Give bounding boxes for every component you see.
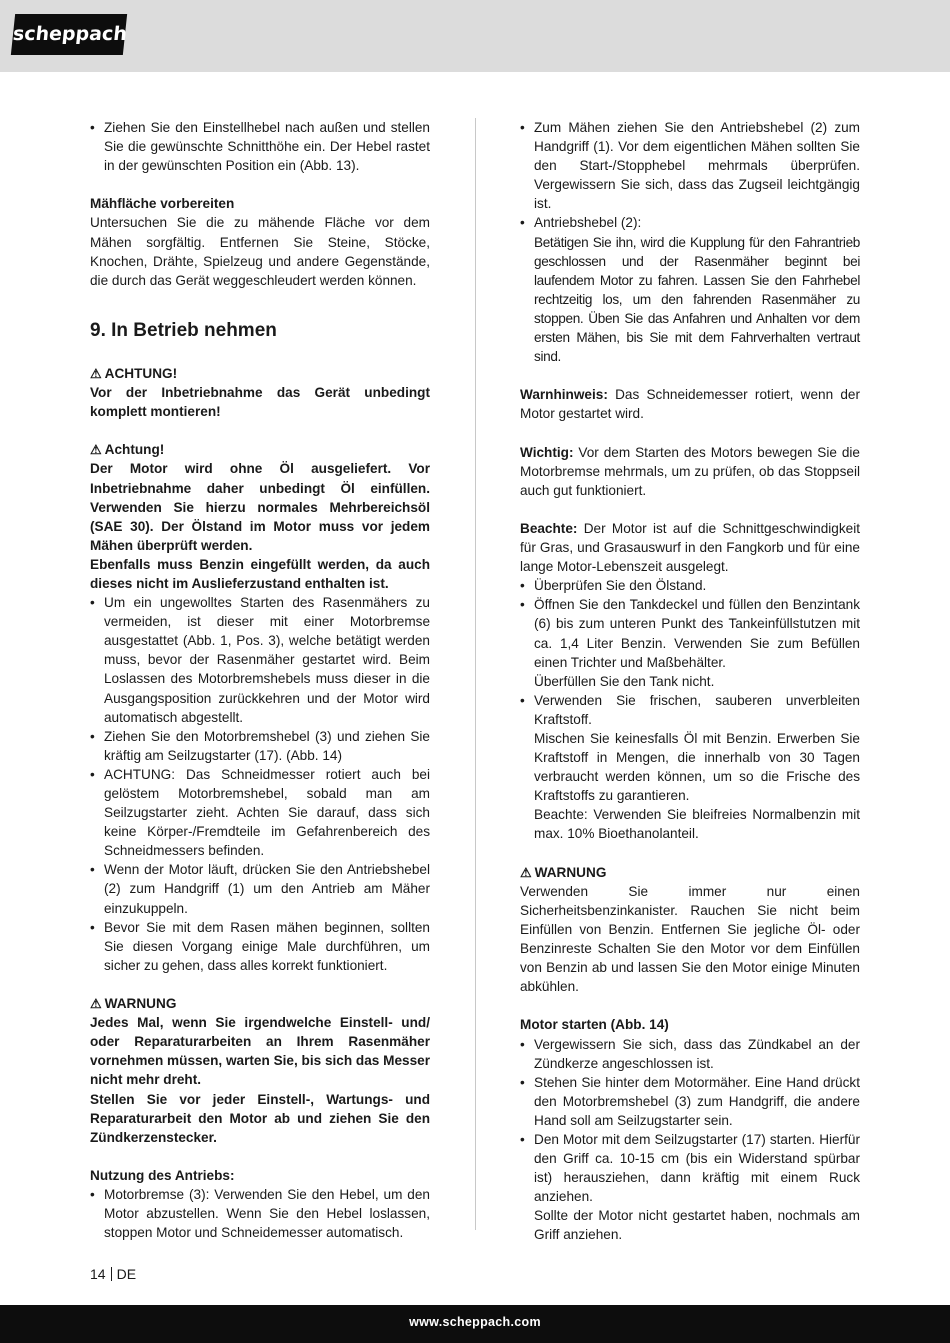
warning-text: Der Motor wird ohne Öl ausgeliefert. Vor Inbetriebnahme daher unbedingt Öl einfüllen. Verwenden Sie hierzu normales Mehrbereichsöl (SAE 30). Der Ölstand im Motor muss vor jedem Mähen überprüft werden. xyxy=(90,461,430,553)
warning-triangle-icon: ⚠ xyxy=(520,864,532,880)
warning-text: Vor der Inbetriebnahme das Gerät unbedingt komplett montieren! xyxy=(90,385,430,420)
list-item: • Überprüfen Sie den Ölstand. xyxy=(520,576,860,595)
important-label: Wichtig: xyxy=(520,444,574,460)
intro-list xyxy=(90,118,430,175)
list-item-detail: Mischen Sie keinesfalls Öl mit Benzin. Erwerben Sie Kraftstoff in Mengen, die innerhalb von 30 Tagen verbraucht werden können, um so die Frische des Kraftstoffs zu garantieren. xyxy=(534,731,860,804)
drive-lever-list xyxy=(520,118,860,233)
warning-title: ACHTUNG! xyxy=(104,365,178,381)
list-item: • Stehen Sie hinter dem Motormäher. Eine Hand drückt den Motorbremshebel (3) zum Handgriff, die andere Hand soll am Seilzugstarter sein. xyxy=(520,1073,860,1130)
column-divider xyxy=(475,118,476,1230)
prep-heading: Mähfläche vorbereiten xyxy=(90,196,235,212)
prep-text: Untersuchen Sie die zu mähende Fläche vor dem Mähen sorgfältig. Entfernen Sie Steine, Stöcke, Knochen, Drähte, Spielzeug und andere Gegenstände, die durch das Gerät weggeschleudert werden können. xyxy=(90,215,430,288)
language-code: DE xyxy=(116,1266,137,1282)
note-label: Beachte: xyxy=(520,520,578,536)
hint-label: Warnhinweis: xyxy=(520,387,608,403)
hint-text: Das Schneidemesser rotiert, wenn der Motor gestartet wird. xyxy=(520,387,860,422)
warning-text: Stellen Sie vor jeder Einstell-, Wartungs- und Reparaturarbeit den Motor ab und ziehen Sie den Zündkerzenstecker. xyxy=(90,1091,430,1145)
list-item-detail: Betätigen Sie ihn, wird die Kupplung für den Fahrantrieb geschlossen und der Rasenmäher beginnt bei laufendem Motor zu fahren. Lassen Sie den Fahrhebel rechtzeitig los, um den fahrenden Rasenmäher zu stoppen. Üben Sie das Anfahren und Anhalten vor dem ersten Mähen, bis Sie mit dem Fahrverhalten vertraut sind. xyxy=(534,234,860,365)
page-number xyxy=(90,1266,136,1282)
section-title: 9. In Betrieb nehmen xyxy=(90,319,277,341)
list-item: • Ziehen Sie den Motorbremshebel (3) und ziehen Sie kräftig am Seilzugstarter (17). (Abb. 14) xyxy=(90,727,430,765)
list-item-detail: Sollte der Motor nicht gestartet haben, nochmals am Griff anziehen. xyxy=(534,1208,860,1243)
list-item: • Den Motor mit dem Seilzugstarter (17) starten. Hierfür den Griff ca. 10-15 cm (bis ein Widerstand spürbar ist) herausziehen, dann kräftig mit einem Ruck anziehen. xyxy=(520,1130,860,1206)
list-item: • ACHTUNG: Das Schneidmesser rotiert auch bei gelöstem Motorbremshebel, sobald man am Seilzugstarter zieht. Achten Sie darauf, dass sich keine Körper-/Fremdteile im Gefahrenbereich des Schneidmessers befinden. xyxy=(90,765,430,860)
drive-list xyxy=(90,1185,430,1242)
warning-text: Verwenden Sie immer nur einen Sicherheitsbenzinkanister. Rauchen Sie nicht beim Einfüllen von Benzin. Entfernen Sie jegliche Öl- oder Benzinreste Schalten Sie den Motor vor dem Einfüllen von Benzin ab und lassen Sie den Motor einige Minuten abkühlen. xyxy=(520,883,860,995)
footer-bar xyxy=(0,1305,950,1343)
list-item: • Antriebshebel (2): xyxy=(520,213,860,232)
warning-text: Ebenfalls muss Benzin eingefüllt werden, da auch dieses nicht im Auslieferzustand enthalten ist. xyxy=(90,556,430,591)
website-url: www.scheppach.com xyxy=(409,1315,541,1329)
list-item: • Motorbremse (3): Verwenden Sie den Hebel, um den Motor abzustellen. Wenn Sie den Hebel loslassen, stoppen Motor und Schneidemesser automatisch. xyxy=(90,1185,430,1242)
right-column xyxy=(520,118,860,1245)
warning-title: WARNUNG xyxy=(534,864,607,880)
important-text: Vor dem Starten des Motors bewegen Sie die Motorbremse mehrmals, um zu prüfen, ob das Stoppseil auch gut funktioniert. xyxy=(520,444,860,498)
list-item-detail: Überfüllen Sie den Tank nicht. xyxy=(534,673,715,689)
warning-title: WARNUNG xyxy=(104,996,177,1012)
drive-heading: Nutzung des Antriebs: xyxy=(90,1167,235,1183)
separator xyxy=(111,1267,112,1281)
warning-title: Achtung! xyxy=(104,442,165,458)
fuel-list xyxy=(520,576,860,671)
left-column xyxy=(90,118,430,1242)
scheppach-logo: scheppach xyxy=(11,14,127,55)
list-item: • Zum Mähen ziehen Sie den Antriebshebel (2) zum Handgriff (1). Vor dem eigentlichen Mähen sollten Sie den Start-/Stopphebel mehrmals überprüfen. Vergewissern Sie sich, dass das Zugseil leichtgängig ist. xyxy=(520,118,860,213)
list-item: • Verwenden Sie frischen, sauberen unverbleiten Kraftstoff. xyxy=(520,691,860,729)
note-text: Der Motor ist auf die Schnittgeschwindigkeit für Gras, und Grasauswurf in den Fangkorb und für eine lange Motor-Lebenszeit ausgelegt. xyxy=(520,520,860,575)
list-item: • Öffnen Sie den Tankdeckel und füllen den Benzintank (6) bis zum unteren Punkt des Tankeinfüllstutzen mit ca. 1,4 Liter Benzin. Verwenden Sie zum Befüllen einen Trichter und Maßbehälter. xyxy=(520,595,860,671)
operation-list xyxy=(90,593,430,975)
list-item: • Vergewissern Sie sich, dass das Zündkabel an der Zündkerze angeschlossen ist. xyxy=(520,1035,860,1073)
list-item: • Bevor Sie mit dem Rasen mähen beginnen, sollten Sie diesen Vorgang einige Male durchführen, um sicher zu gehen, dass alles korrekt funktioniert. xyxy=(90,918,430,975)
warning-text: Jedes Mal, wenn Sie irgendwelche Einstell- und/ oder Reparaturarbeiten an Ihrem Rasenmäher vornehmen müssen, warten Sie, bis sich das Messer nicht mehr dreht. xyxy=(90,1015,430,1088)
list-item: • Ziehen Sie den Einstellhebel nach außen und stellen Sie die gewünschte Schnitthöhe ein. Der Hebel rastet in der gewünschten Position ein (Abb. 13). xyxy=(90,118,430,175)
list-item: • Wenn der Motor läuft, drücken Sie den Antriebshebel (2) zum Handgriff (1) um den Antrieb am Mäher einzukuppeln. xyxy=(90,860,430,917)
fuel-list-2 xyxy=(520,691,860,729)
warning-triangle-icon: ⚠ xyxy=(90,996,102,1012)
header-bar xyxy=(0,0,950,72)
warning-triangle-icon: ⚠ xyxy=(90,365,102,381)
list-item: • Um ein ungewolltes Starten des Rasenmähers zu vermeiden, ist dieser mit einer Motorbremse ausgestattet (Abb. 1, Pos. 3), welche betätigt werden muss, bevor der Rasenmäher gestartet wird. Beim Loslassen des Motorbremshebels muss dieser in die Ausgangsposition zurückkehren und der Motor wird automatisch abgestellt. xyxy=(90,593,430,727)
list-item-detail: Beachte: Verwenden Sie bleifreies Normalbenzin mit max. 10% Bioethanolanteil. xyxy=(534,807,860,842)
warning-triangle-icon: ⚠ xyxy=(90,442,102,458)
start-list xyxy=(520,1035,860,1207)
start-heading: Motor starten (Abb. 14) xyxy=(520,1017,669,1033)
page-number-value: 14 xyxy=(90,1266,106,1282)
